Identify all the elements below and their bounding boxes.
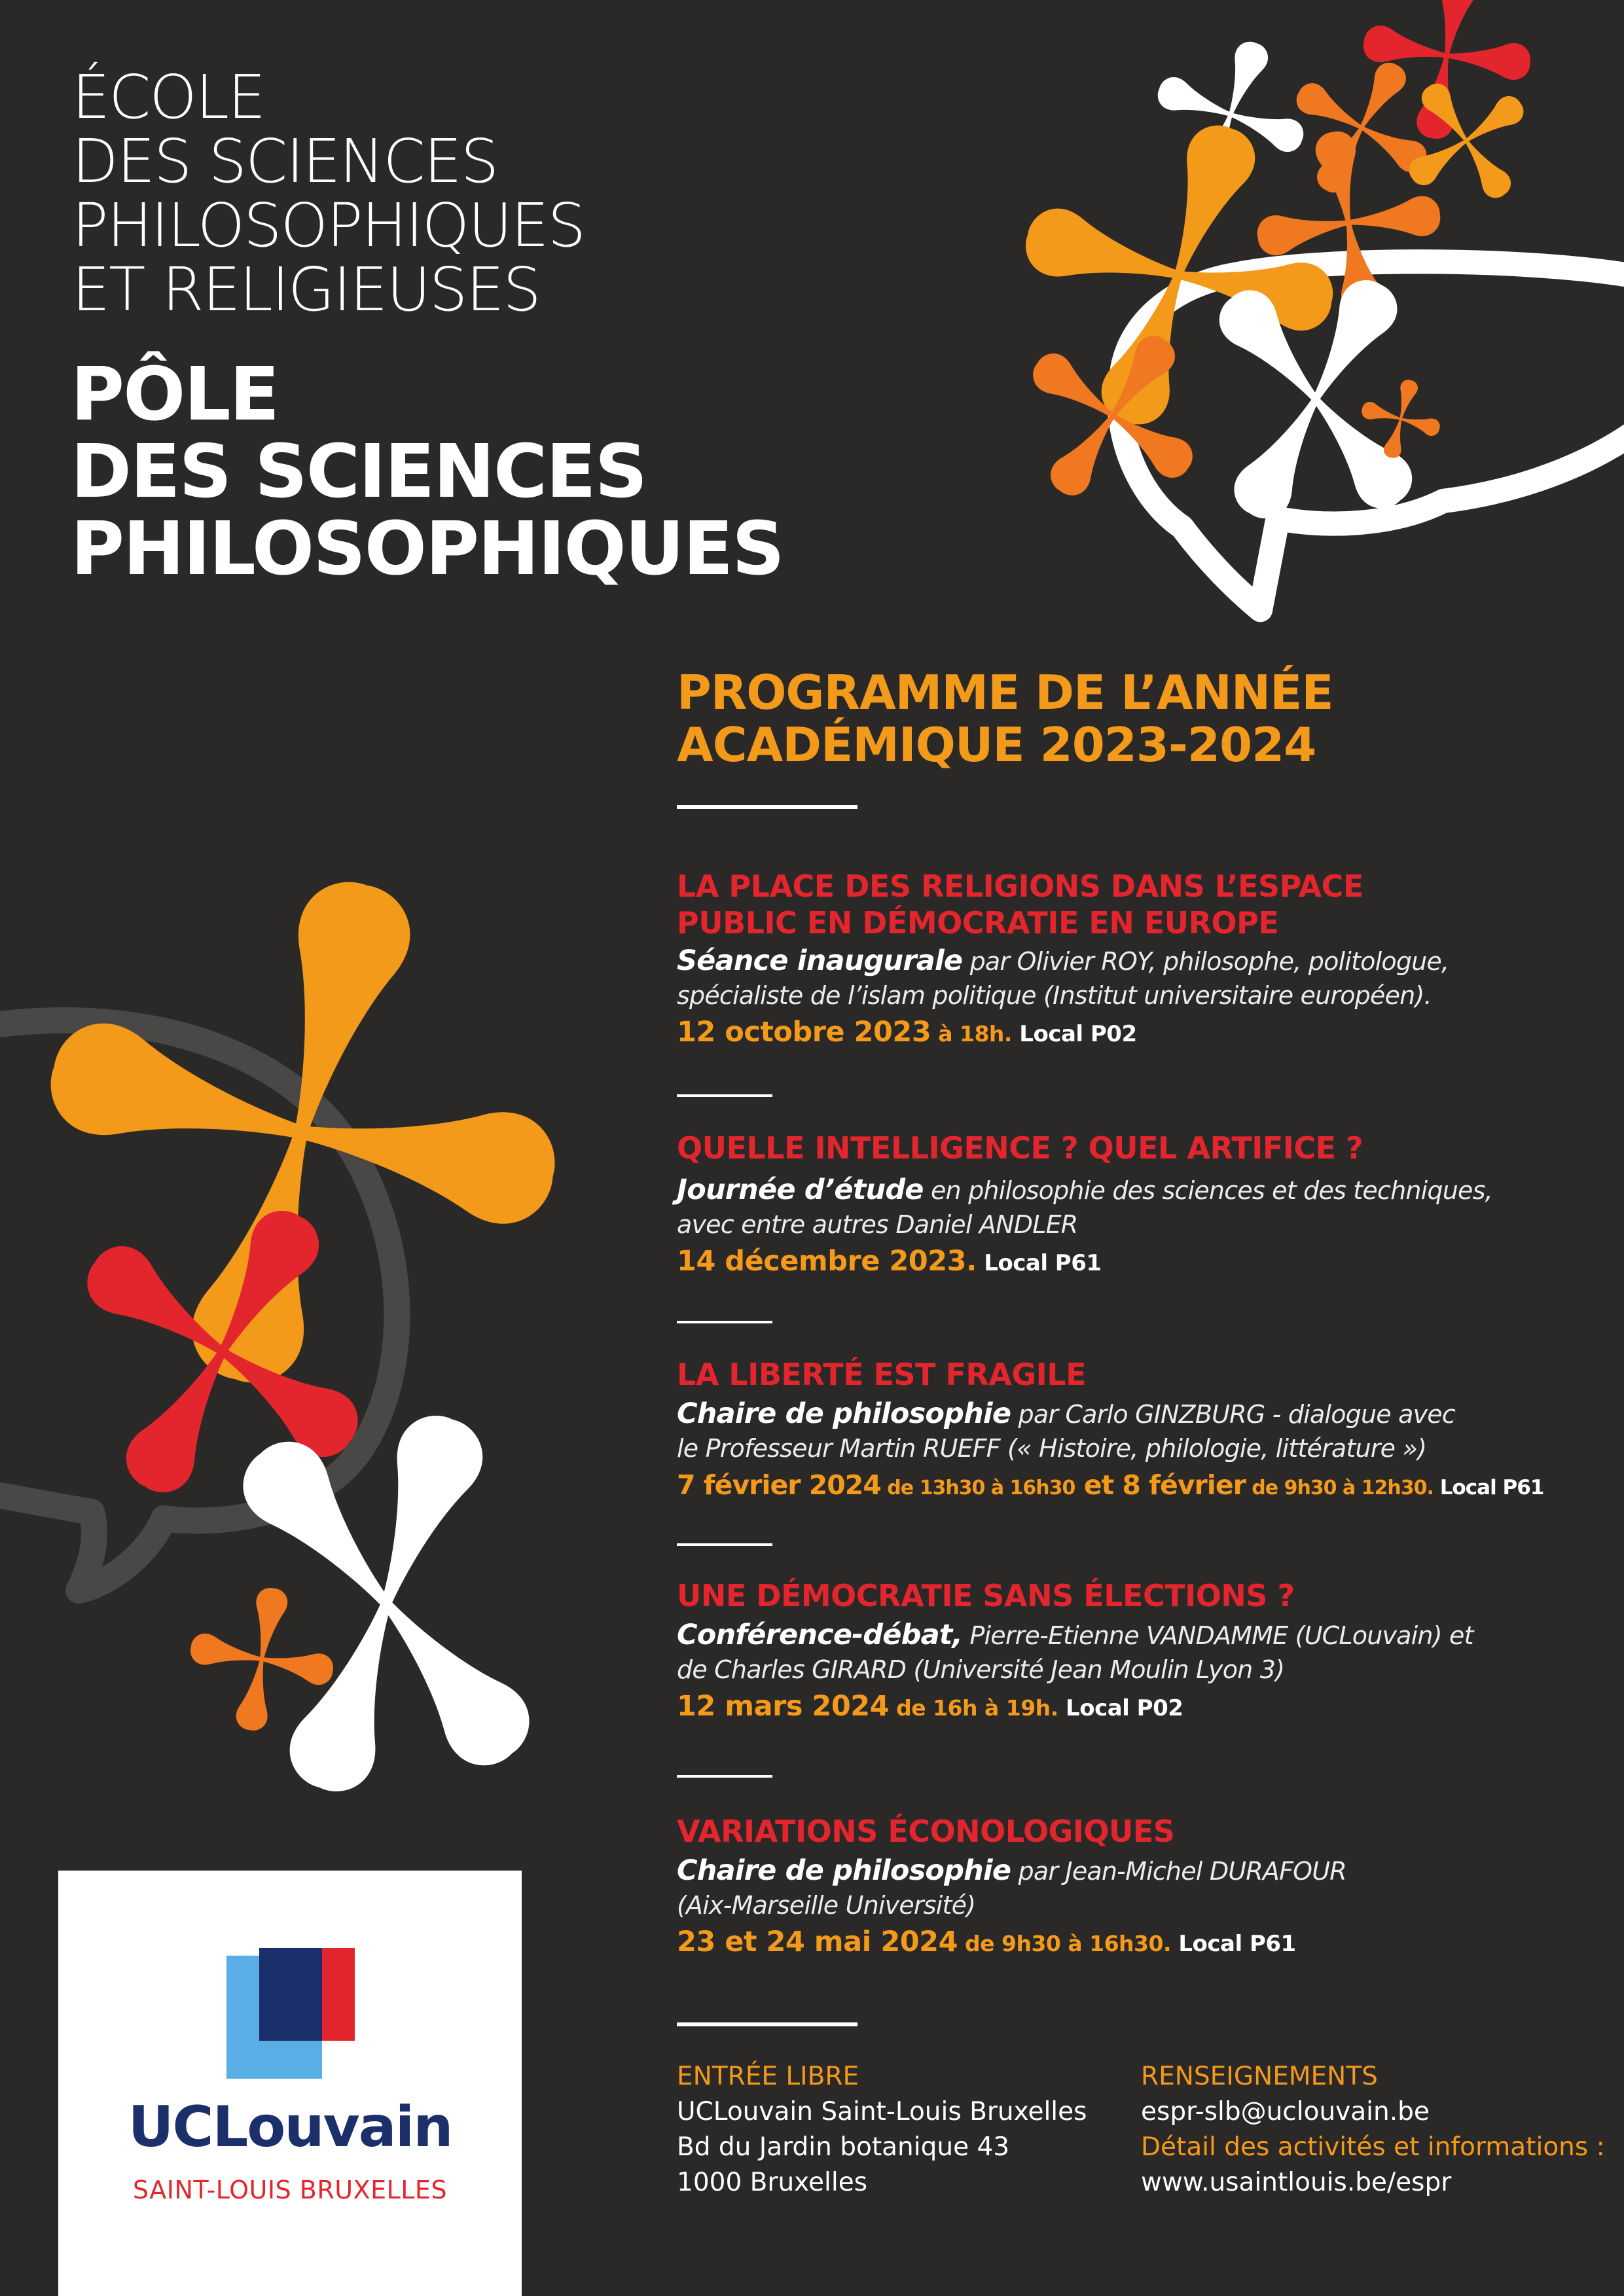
pole-heading <box>71 352 784 592</box>
programme-heading <box>677 666 1333 771</box>
event-kind: Séance inaugurale <box>677 944 963 977</box>
entry-heading: ENTRÉE LIBRE <box>677 2062 859 2091</box>
event-2 <box>677 1130 1492 1283</box>
event-description: Journée d’étude en philosophie des sciences et des techniques, <box>677 1174 1492 1206</box>
event-description: avec entre autres Daniel ANDLER <box>677 1210 1078 1239</box>
logo-subtitle: SAINT-LOUIS BRUXELLES <box>132 2176 448 2204</box>
address-line: Bd du Jardin botanique 43 <box>677 2132 1010 2162</box>
address-line: 1000 Bruxelles <box>677 2168 868 2197</box>
event-description: Séance inaugurale par Olivier ROY, philosophe, politologue, <box>677 944 1449 977</box>
event-description: Chaire de philosophie par Carlo GINZBURG - dialogue avec <box>677 1397 1455 1430</box>
orange-cross-icon <box>976 74 1381 476</box>
event-title: VARIATIONS ÉCONOLOGIQUES <box>677 1814 1175 1849</box>
divider <box>677 1775 772 1778</box>
event-location: Local P61 <box>976 1250 1102 1276</box>
event-date: 23 et 24 mai 2024 de 9h30 à 16h30. Local P61 <box>677 1926 1296 1958</box>
footer-entry <box>677 2059 1087 2200</box>
event-date: 14 décembre 2023. Local P61 <box>677 1245 1102 1278</box>
logo-mark-icon <box>226 1948 355 2079</box>
event-kind: Chaire de philosophie <box>677 1854 1011 1887</box>
school-line: ÉCOLE <box>72 62 265 132</box>
event-title: LA LIBERTÉ EST FRAGILE <box>677 1357 1087 1392</box>
event-kind: Conférence-débat, <box>677 1619 963 1651</box>
event-kind: Chaire de philosophie <box>677 1397 1011 1430</box>
school-heading <box>72 62 585 325</box>
address-line: UCLouvain Saint-Louis Bruxelles <box>677 2097 1087 2126</box>
event-description: Conférence-débat, Pierre-Etienne VANDAMME (UCLouvain) et <box>677 1619 1473 1651</box>
divider <box>677 2022 857 2026</box>
event-description: (Aix-Marseille Université) <box>677 1891 976 1920</box>
event-5 <box>677 1813 1346 1964</box>
pole-line: DES SCIENCES <box>71 429 647 514</box>
event-date: 12 octobre 2023 à 18h. Local P02 <box>677 1016 1137 1049</box>
programme-line: PROGRAMME DE L’ANNÉE <box>677 665 1333 720</box>
event-description: le Professeur Martin RUEFF (« Histoire, philologie, littérature ») <box>677 1434 1427 1463</box>
uclouvain-logo <box>58 1871 522 2296</box>
logo-name: UCLouvain <box>128 2094 452 2160</box>
event-description: de Charles GIRARD (Université Jean Moulin Lyon 3) <box>677 1655 1285 1684</box>
event-title: QUELLE INTELLIGENCE ? QUEL ARTIFICE ? <box>677 1130 1363 1166</box>
details-label: Détail des activités et informations : <box>1141 2132 1605 2162</box>
event-location: Local P61 <box>1171 1931 1296 1957</box>
event-description: Chaire de philosophie par Jean-Michel DURAFOUR <box>677 1854 1346 1887</box>
school-line: PHILOSOPHIQUES <box>72 190 585 260</box>
event-title: PUBLIC EN DÉMOCRATIE EN EUROPE <box>677 905 1279 941</box>
divider <box>677 805 857 809</box>
event-kind: Journée d’étude <box>677 1174 924 1206</box>
divider <box>677 1094 772 1097</box>
email-link[interactable]: espr-slb@uclouvain.be <box>1141 2097 1430 2126</box>
pole-line: PÔLE <box>71 352 279 437</box>
footer-info <box>1141 2059 1605 2200</box>
pole-line: PHILOSOPHIQUES <box>71 507 784 592</box>
school-line: ET RELIGIEUSES <box>72 255 540 325</box>
event-description: spécialiste de l’islam politique (Institut universitaire européen). <box>677 981 1432 1010</box>
event-title: UNE DÉMOCRATIE SANS ÉLECTIONS ? <box>677 1578 1295 1613</box>
event-location: Local P02 <box>1058 1695 1183 1721</box>
divider <box>677 1321 772 1323</box>
info-heading: RENSEIGNEMENTS <box>1141 2062 1378 2091</box>
orange-cross-icon <box>984 287 1240 543</box>
orange-cross-icon <box>0 819 619 1446</box>
event-date: 12 mars 2024 de 16h à 19h. Local P02 <box>677 1690 1183 1723</box>
event-location: Local P02 <box>1011 1021 1137 1047</box>
event-3 <box>677 1356 1543 1508</box>
event-1 <box>677 868 1449 1054</box>
event-title: LA PLACE DES RELIGIONS DANS L’ESPACE <box>677 869 1363 904</box>
school-line: DES SCIENCES <box>72 126 498 196</box>
event-date: 7 février 2024 de 13h30 à 16h30 et 8 février de 9h30 à 12h30. Local P61 <box>677 1469 1544 1501</box>
event-4 <box>677 1577 1473 1728</box>
event-location: Local P61 <box>1433 1476 1544 1499</box>
programme-line: ACADÉMIQUE 2023-2024 <box>677 717 1316 772</box>
divider <box>677 1543 772 1546</box>
website-link[interactable]: www.usaintlouis.be/espr <box>1141 2168 1452 2197</box>
